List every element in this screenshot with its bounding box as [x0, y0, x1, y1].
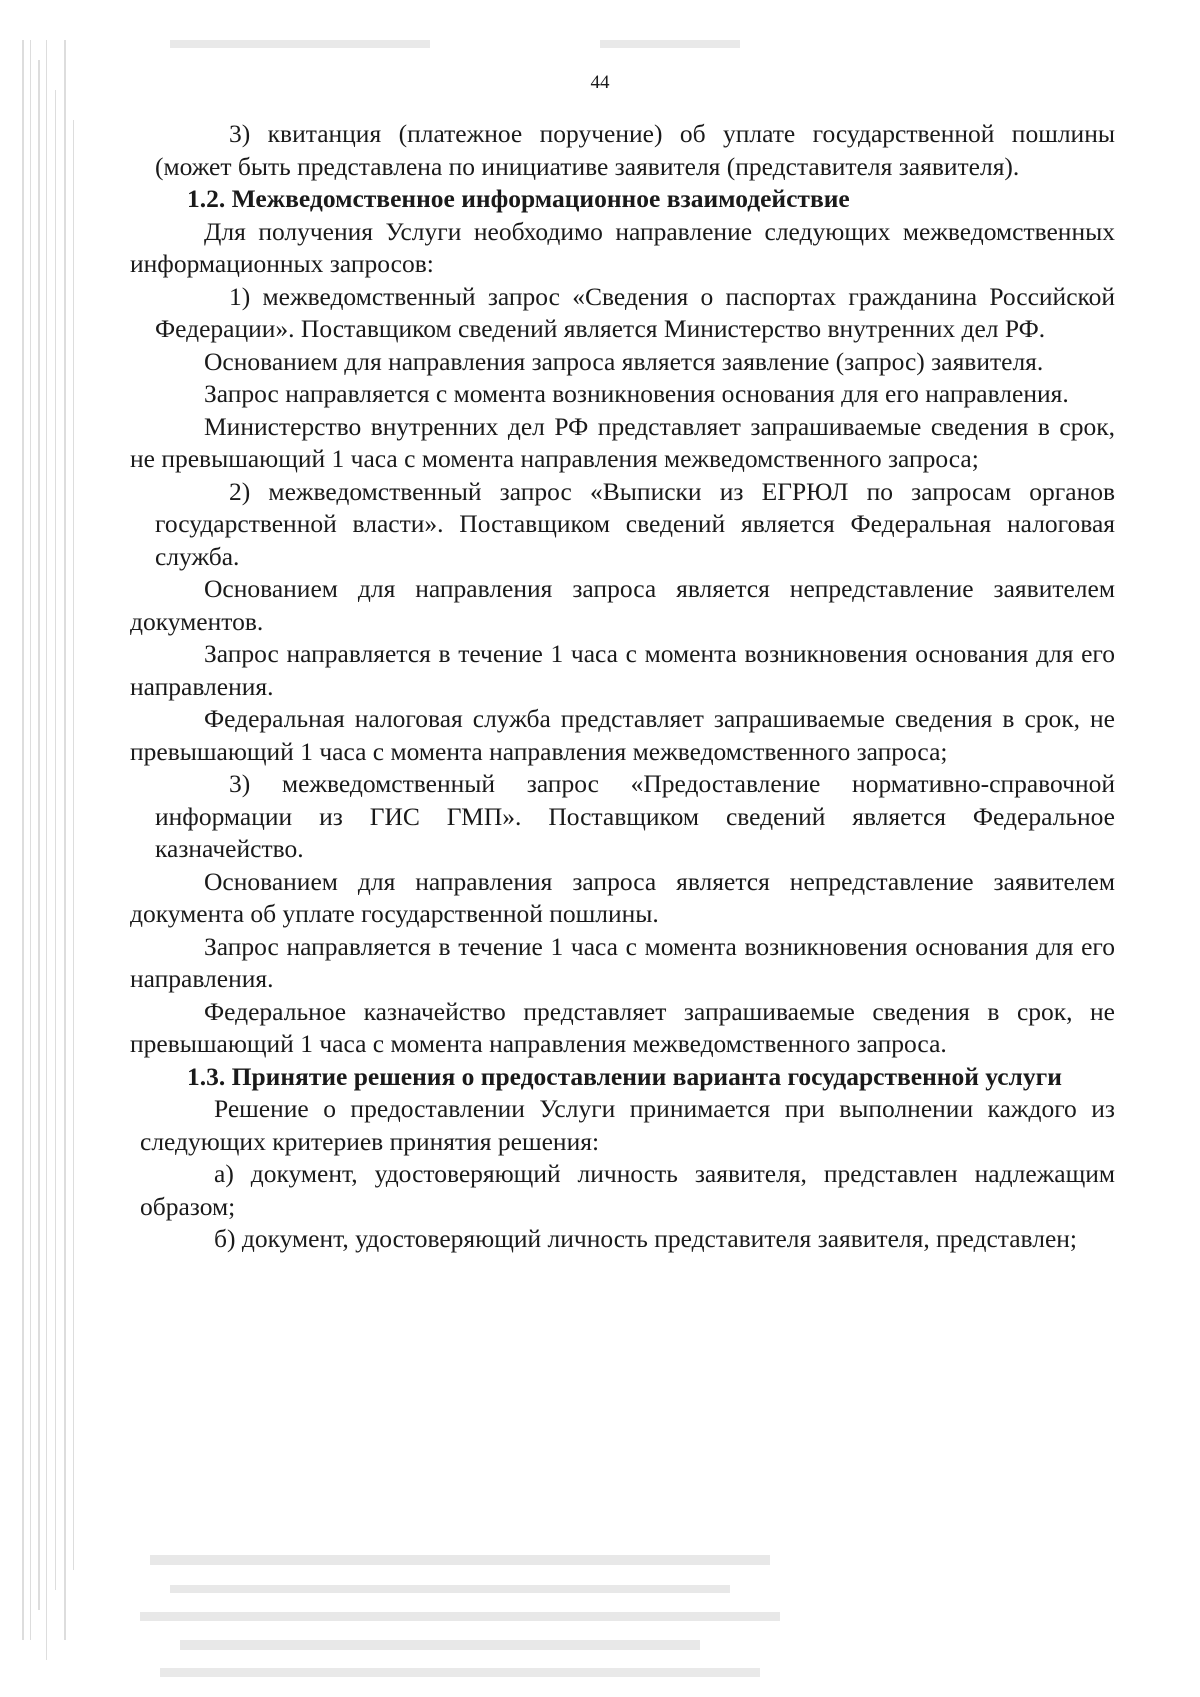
- heading-interagency-interaction: 1.2. Межведомственное информационное взаимодействие: [187, 184, 850, 213]
- paragraph-receipt: 3) квитанция (платежное поручение) об уплате государственной пошлины (может быть представлена по инициативе заявителя (представителя заявителя).: [155, 119, 1115, 181]
- page-number: 44: [590, 72, 610, 93]
- paragraph-criterion-b: б) документ, удостоверяющий личность представителя заявителя, представлен;: [214, 1224, 1078, 1253]
- paragraph-request-1-basis: Основанием для направления запроса является заявление (запрос) заявителя.: [204, 346, 1044, 376]
- heading-decision: 1.3. Принятие решения о предоставлении варианта государственной услуги: [187, 1061, 1062, 1091]
- decision-criteria: [140, 1093, 1115, 1256]
- paragraph-request-3-timing: Запрос направляется в течение 1 часа с момента возникновения основания для его направления.: [130, 931, 1115, 993]
- paragraph-request-3-basis: Основанием для направления запроса является непредставление заявителем документа об уплате государственной пошлины.: [130, 866, 1115, 928]
- paragraph-request-2-basis: Основанием для направления запроса является непредставление заявителем документов.: [130, 574, 1115, 636]
- document-body: [130, 118, 1115, 1256]
- paragraph-request-1-timing: Запрос направляется с момента возникновения основания для его направления.: [204, 379, 1069, 408]
- paragraph-request-3: 3) межведомственный запрос «Предоставление нормативно-справочной информации из ГИС ГМП». Поставщиком сведений является Федеральное казначейство.: [155, 769, 1115, 863]
- paragraph-request-1: 1) межведомственный запрос «Сведения о паспортах гражданина Российской Федерации». Поставщиком сведений является Министерство внутренних дел РФ.: [155, 281, 1115, 343]
- paragraph-request-2-timing: Запрос направляется в течение 1 часа с момента возникновения основания для его направления.: [130, 639, 1115, 701]
- paragraph-requests-intro: Для получения Услуги необходимо направление следующих межведомственных информационных запросов:: [130, 216, 1115, 278]
- paragraph-request-3-response: Федеральное казначейство представляет запрашиваемые сведения в срок, не превышающий 1 часа с момента направления межведомственного запроса.: [130, 996, 1115, 1058]
- paragraph-request-2: 2) межведомственный запрос «Выписки из ЕГРЮЛ по запросам органов государственной власти». Поставщиком сведений является Федеральная налоговая служба.: [155, 476, 1115, 571]
- paragraph-request-1-response: Министерство внутренних дел РФ представляет запрашиваемые сведения в срок, не превышающий 1 часа с момента направления межведомственного запроса;: [130, 411, 1115, 473]
- paragraph-request-2-response: Федеральная налоговая служба представляет запрашиваемые сведения в срок, не превышающий 1 часа с момента направления межведомственного запроса;: [130, 704, 1115, 766]
- paragraph-decision-intro: Решение о предоставлении Услуги принимается при выполнении каждого из следующих критериев принятия решения:: [140, 1094, 1115, 1156]
- paragraph-criterion-a: а) документ, удостоверяющий личность заявителя, представлен надлежащим образом;: [140, 1159, 1115, 1221]
